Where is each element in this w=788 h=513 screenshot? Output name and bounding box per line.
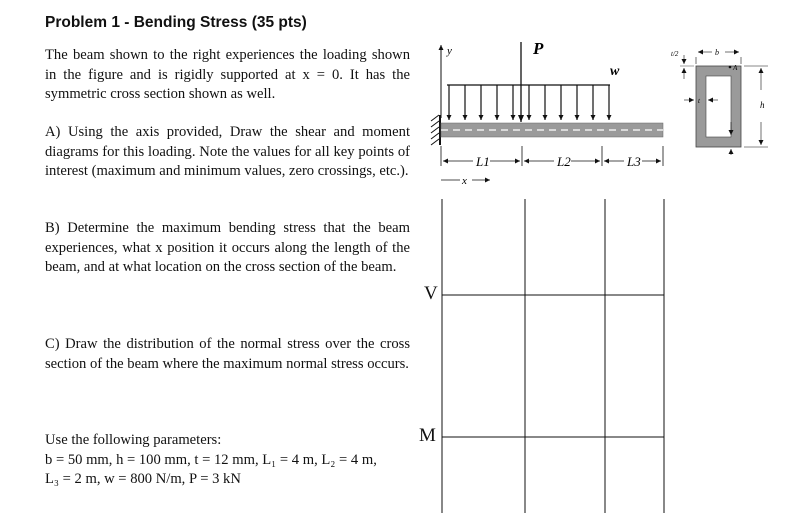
cs-A-label: A (733, 64, 738, 72)
dim-L3-label: L3 (627, 154, 641, 169)
shear-axis-label: V (424, 283, 438, 304)
fixed-support (431, 115, 440, 145)
dim-L1-label: L1 (476, 154, 490, 169)
x-axis-label: x (462, 175, 467, 187)
cs-t-label: t (698, 97, 700, 105)
y-axis-label: y (447, 45, 452, 57)
params-line-1: b = 50 mm, h = 100 mm, t = 12 mm, L₁ = 4 m, L₂ = 4 m, (45, 451, 377, 468)
cs-b-label: b (715, 48, 719, 57)
cross-section (680, 52, 768, 155)
moment-axis-label: M (419, 425, 436, 446)
cs-t2-label: t/2 (671, 50, 679, 58)
distributed-load-w-label: w (610, 64, 620, 79)
params-heading: Use the following parameters: (45, 432, 222, 448)
part-a-text: A) Using the axis provided, Draw the shear and moment diagrams for this loading. Note the values for all key points of interest (maximum and minimum values, zero crossings, etc.). (45, 124, 410, 179)
problem-title: Problem 1 - Bending Stress (35 pts) (45, 14, 307, 31)
shear-moment-grid (442, 199, 664, 513)
intro-text: The beam shown to the right experiences the loading shown in the figure and is rigidly supported at x = 0. It has the symmetric cross section shown as well. (45, 47, 410, 102)
distributed-load (447, 85, 610, 120)
point-load-P-label: P (533, 39, 544, 58)
cs-h-label: h (760, 100, 765, 110)
dim-L2-label: L2 (557, 154, 571, 169)
part-c-text: C) Draw the distribution of the normal stress over the cross section of the beam where the maximum normal stress occurs. (45, 336, 410, 372)
params-line-2: L₃ = 2 m, w = 800 N/m, P = 3 kN (45, 471, 241, 487)
part-b-text: B) Determine the maximum bending stress that the beam experiences, what x position it occurs along the length of the beam, and at what location on the cross section of the beam. (45, 220, 410, 275)
